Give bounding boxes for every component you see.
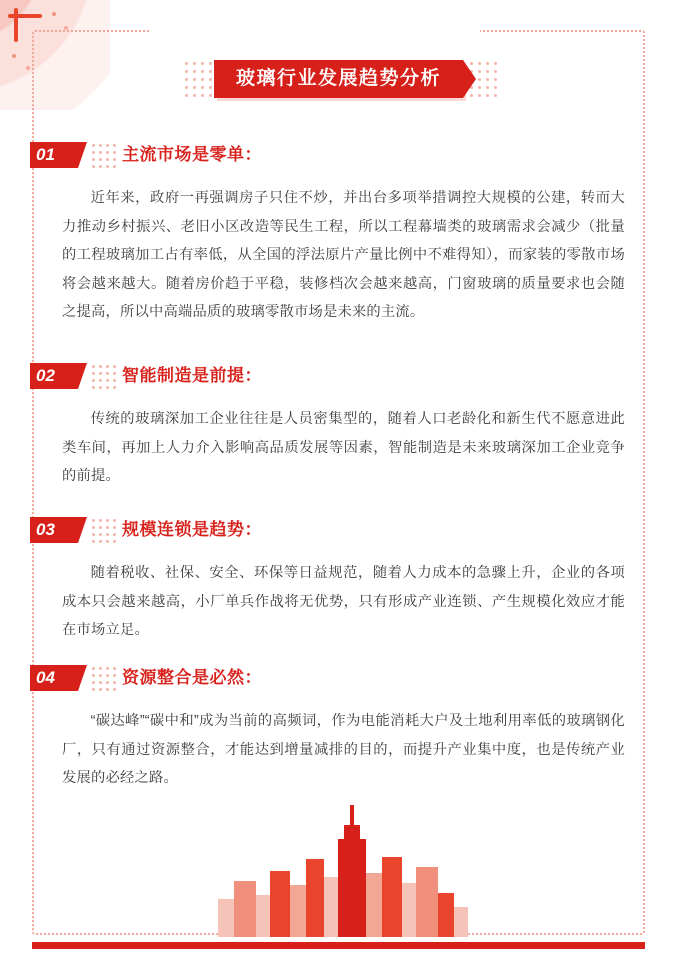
section-02-body: 传统的玻璃深加工企业往往是人员密集型的，随着人口老龄化和新生代不愿意进此类车间，再加上人力介入影响高品质发展等因素，智能制造是未来玻璃深加工企业竞争的前提。 [62, 411, 625, 485]
building [270, 871, 290, 937]
central-tower-spire [350, 805, 354, 825]
banner-arrow-icon [463, 60, 476, 98]
section-04-heading: 资源整合是必然： [122, 668, 262, 687]
section-03-dots [92, 519, 116, 543]
section-04-body: “碳达峰”“碳中和”成为当前的高频词，作为电能消耗大户及土地利用率低的玻璃钢化厂，只有通过资源整合，才能达到增量减排的目的，而提升产业集中度，也是传统产业发展的必经之路。 [62, 713, 625, 787]
corner-dot [12, 54, 16, 58]
section-02 [0, 363, 677, 491]
building [382, 857, 402, 937]
central-tower [338, 839, 366, 937]
corner-stripe-icon [14, 8, 18, 42]
section-03-heading: 规模连锁是趋势： [122, 520, 262, 539]
frame-top-gap [150, 22, 480, 40]
building [290, 885, 306, 937]
title-banner-body [214, 60, 463, 98]
document-title-banner [0, 60, 677, 98]
footer-accent-bar [32, 942, 645, 949]
section-04-dots [92, 667, 116, 691]
section-01-body: 近年来，政府一再强调房子只住不炒，并出台多项举措调控大规模的公建，转而大力推动乡村振兴、老旧小区改造等民生工程，所以工程幕墙类的玻璃需求会减少（批量的工程玻璃加工占有率低，从全国的浮法原片产量比例中不难得知），而家装的零散市场将会越来越大。随着房价趋于平稳，装修档次会越来越高，门窗玻璃的质量要求也会随之提高，所以中高端品质的玻璃零散市场是未来的主流。 [62, 190, 625, 321]
building [366, 873, 382, 937]
section-01-header [0, 142, 677, 172]
section-01 [0, 142, 677, 327]
corner-dot [52, 12, 56, 16]
section-02-heading: 智能制造是前提： [122, 366, 262, 385]
building [256, 895, 270, 937]
building [416, 867, 438, 937]
building [218, 899, 234, 937]
building [454, 907, 468, 937]
section-02-header [0, 363, 677, 393]
section-02-dots [92, 365, 116, 389]
building [402, 883, 416, 937]
section-03-number: 03 [30, 517, 78, 543]
section-01-heading: 主流市场是零单： [122, 145, 262, 164]
corner-stripe-icon [8, 14, 42, 18]
section-02-number: 02 [30, 363, 78, 389]
section-03 [0, 517, 677, 645]
central-tower-crown [344, 825, 360, 839]
city-skyline-illustration [0, 802, 677, 937]
section-01-number: 01 [30, 142, 78, 168]
section-04 [0, 665, 677, 793]
page-title: 玻璃行业发展趋势分析 [235, 68, 441, 89]
building [324, 877, 338, 937]
section-01-dots [92, 144, 116, 168]
building [438, 893, 454, 937]
building [234, 881, 256, 937]
building [306, 859, 324, 937]
section-03-body: 随着税收、社保、安全、环保等日益规范，随着人力成本的急骤上升，企业的各项成本只会越来越高，小厂单兵作战将无优势，只有形成产业连锁、产生规模化效应才能在市场立足。 [62, 565, 625, 639]
section-04-header [0, 665, 677, 695]
section-04-number: 04 [30, 665, 78, 691]
section-03-header [0, 517, 677, 547]
